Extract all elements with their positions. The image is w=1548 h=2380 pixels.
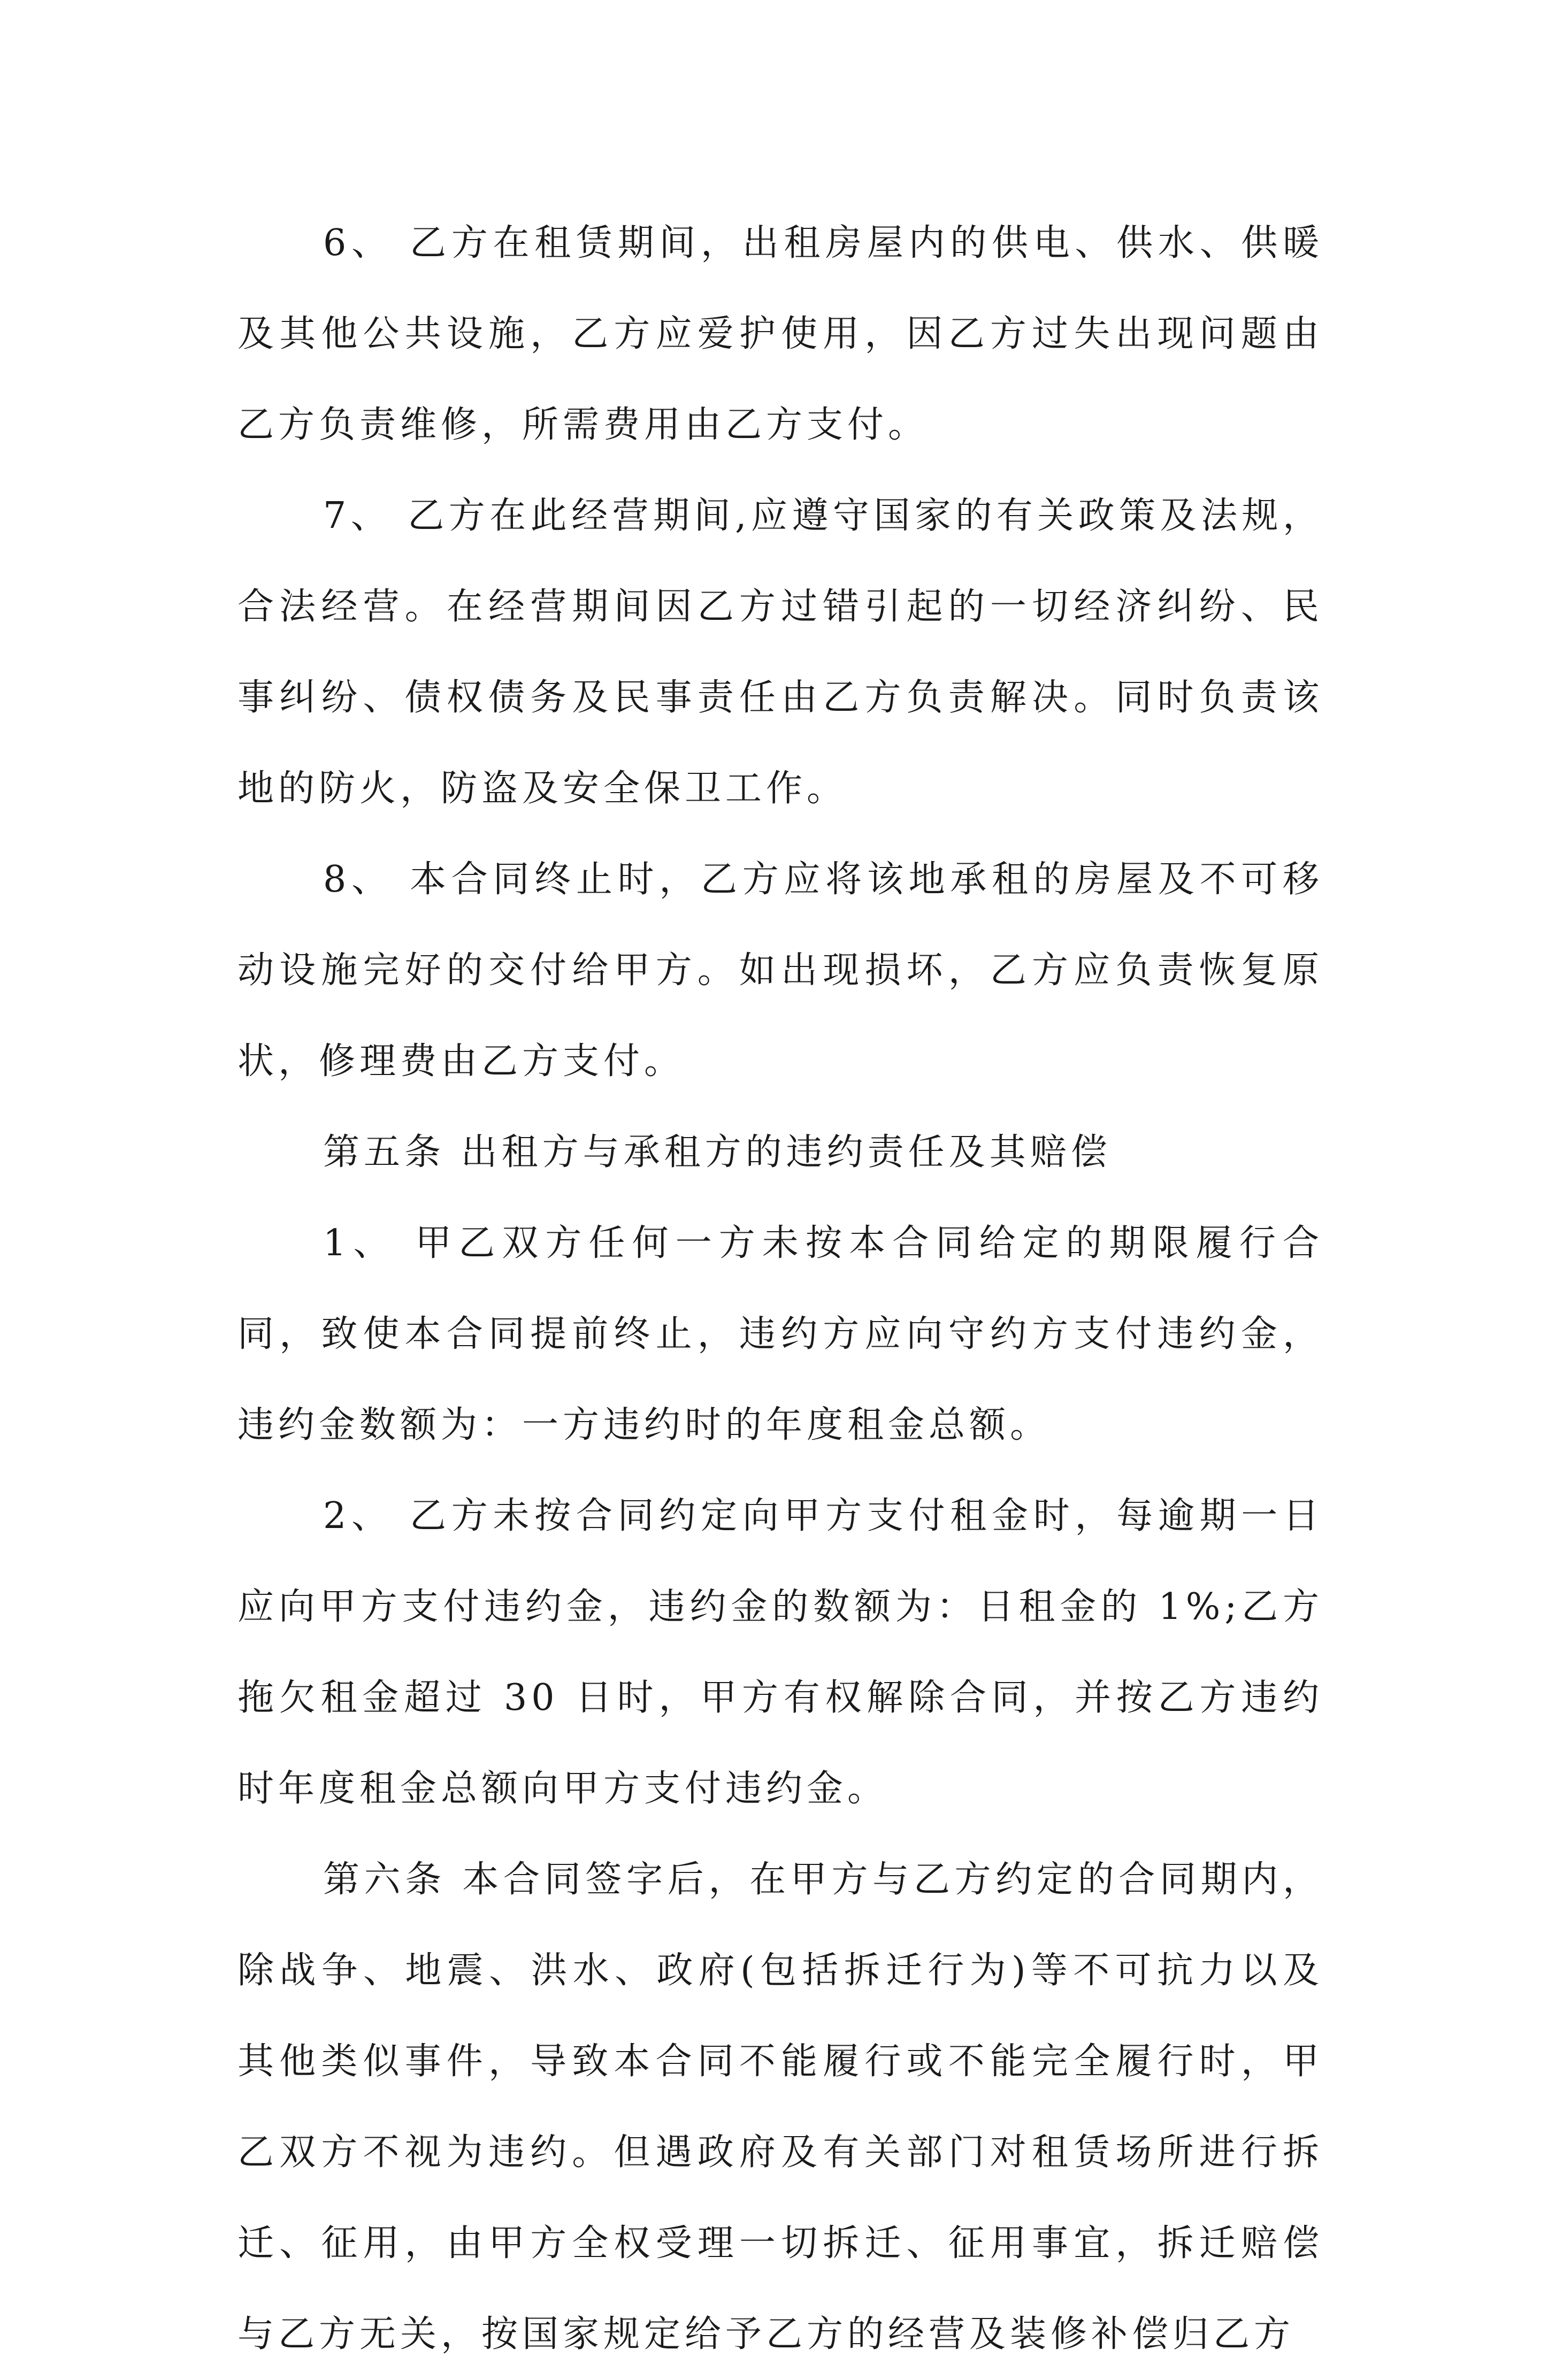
clause-7: 7、 乙方在此经营期间,应遵守国家的有关政策及法规，合法经营。在经营期间因乙方过错引起的一切经济纠纷、民事纠纷、债权债务及民事责任由乙方负责解决。同时负责该地的防火，防盗及安全保卫工作。	[237, 495, 1323, 810]
clause-6: 6、 乙方在租赁期间，出租房屋内的供电、供水、供暖及其他公共设施，乙方应爱护使用，因乙方过失出现问题由乙方负责维修，所需费用由乙方支付。	[237, 222, 1323, 446]
clause-8: 8、 本合同终止时，乙方应将该地承租的房屋及不可移动设施完好的交付给甲方。如出现损坏，乙方应负责恢复原状，修理费由乙方支付。	[237, 858, 1323, 1082]
section-5-item-2: 2、 乙方未按合同约定向甲方支付租金时，每逾期一日应向甲方支付违约金，违约金的数额为：日租金的 1%;乙方拖欠租金超过 30 日时，甲方有权解除合同，并按乙方违约时年度租金总额向甲方支付违约金。	[237, 1495, 1323, 1810]
section-5-item-1: 1、 甲乙双方任何一方未按本合同给定的期限履行合同，致使本合同提前终止，违约方应向守约方支付违约金，违约金数额为：一方违约时的年度租金总额。	[237, 1222, 1323, 1446]
section-6-text: 第六条 本合同签字后，在甲方与乙方约定的合同期内，除战争、地震、洪水、政府(包括拆迁行为)等不可抗力以及其他类似事件，导致本合同不能履行或不能完全履行时，甲乙双方不视为违约。但遇政府及有关部门对租赁场所进行拆迁、征用，由甲方全权受理一切拆迁、征用事宜，拆迁赔偿与乙方无关，按国家规定给予乙方的经营及装修补偿归乙方	[237, 1859, 1323, 2355]
document-body	[237, 198, 1323, 2380]
section-5-heading: 第五条 出租方与承租方的违约责任及其赔偿	[323, 1131, 1112, 1173]
